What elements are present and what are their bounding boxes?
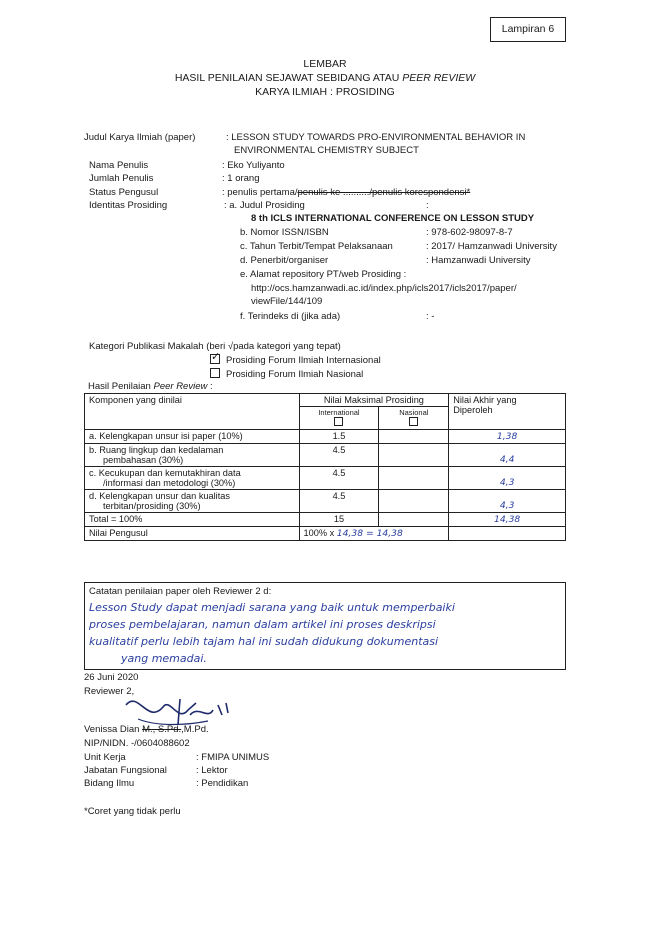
- notes-line3: kualitatif perlu lebih tajam hal ini sudah didukung dokumentasi: [89, 635, 439, 648]
- kategori-option-international[interactable]: ✓Prosiding Forum Ilmiah Internasional: [210, 354, 381, 366]
- notes-line2: proses pembelajaran, namun dalam artikel ini proses deskripsi: [89, 618, 436, 631]
- jumlah-value: : 1 orang: [222, 173, 260, 184]
- table-header-row: [85, 394, 566, 407]
- judul-value-1: : LESSON STUDY TOWARDS PRO-ENVIRONMENTAL BEHAVIOR IN: [226, 132, 526, 143]
- row-nasional: [379, 467, 449, 490]
- checkbox-empty-icon[interactable]: [210, 368, 220, 378]
- sign-date: 26 Juni 2020: [84, 672, 139, 683]
- c-label: c. Tahun Terbit/Tempat Pelaksanaan: [240, 241, 393, 252]
- jabatan-value: : Lektor: [196, 765, 228, 776]
- notes-line4: yang memadai.: [121, 652, 207, 665]
- row-maks: 1.5: [299, 430, 379, 444]
- row-akhir: 4,4: [449, 444, 566, 467]
- e-value-2: viewFile/144/109: [251, 296, 323, 307]
- row-maks: 4.5: [299, 444, 379, 467]
- d-label: d. Penerbit/organiser: [240, 255, 329, 266]
- lampiran-label: Lampiran 6: [490, 17, 566, 42]
- pengusul-label: Nilai Pengusul: [85, 527, 300, 541]
- pengusul-value: 100% x 14,38 = 14,38: [299, 527, 449, 541]
- table-row: [85, 430, 566, 444]
- e-label: e. Alamat repository PT/web Prosiding :: [240, 269, 407, 280]
- kategori-option-nasional[interactable]: Prosiding Forum Ilmiah Nasional: [210, 368, 363, 380]
- pengusul-akhir: [449, 527, 566, 541]
- footnote: *Coret yang tidak perlu: [84, 806, 181, 817]
- total-nasional: [379, 513, 449, 527]
- bidang-label: Bidang Ilmu: [84, 778, 135, 789]
- a-colon: :: [426, 200, 429, 211]
- kategori-label: Kategori Publikasi Makalah (beri √pada kategori yang tepat): [89, 341, 341, 352]
- table-row: [85, 467, 566, 490]
- table-total-row: [85, 513, 566, 527]
- judul-label: Judul Karya Ilmiah (paper): [84, 132, 196, 143]
- reviewer-notes-box: [84, 582, 566, 670]
- b-label: b. Nomor ISSN/ISBN: [240, 227, 329, 238]
- nama-label: Nama Penulis: [89, 160, 149, 171]
- hasil-label: Hasil Penilaian Peer Review :: [88, 381, 213, 392]
- b-value: : 978-602-98097-8-7: [426, 227, 513, 238]
- table-row: [85, 444, 566, 467]
- sign-name: Venissa Dian M., S.Pd.,M.Pd.: [84, 724, 209, 735]
- row-komponen: d. Kelengkapan unsur dan kualitas terbitan/prosiding (30%): [85, 490, 300, 513]
- bidang-value: : Pendidikan: [196, 778, 249, 789]
- row-nasional: [379, 430, 449, 444]
- e-value-1: http://ocs.hamzanwadi.ac.id/index.php/icls2017/icls2017/paper/: [251, 283, 517, 294]
- status-label: Status Pengusul: [89, 187, 159, 198]
- header-nilai-akhir: Nilai Akhir yang Diperoleh: [449, 394, 566, 430]
- checkbox-empty-icon: [334, 417, 343, 426]
- total-akhir: 14,38: [449, 513, 566, 527]
- row-maks: 4.5: [299, 490, 379, 513]
- a-value: 8 th ICLS INTERNATIONAL CONFERENCE ON LESSON STUDY: [251, 213, 535, 224]
- judul-value-2: ENVIRONMENTAL CHEMISTRY SUBJECT: [234, 145, 419, 156]
- identitas-label: Identitas Prosiding: [89, 200, 168, 211]
- d-value: : Hamzanwadi University: [426, 255, 531, 266]
- a-label: : a. Judul Prosiding: [224, 200, 305, 211]
- notes-label: Catatan penilaian paper oleh Reviewer 2 d:: [89, 586, 272, 597]
- checkbox-empty-icon: [409, 417, 418, 426]
- row-akhir: 1,38: [449, 430, 566, 444]
- row-akhir: 4,3: [449, 490, 566, 513]
- f-value: : -: [426, 311, 435, 322]
- notes-line1: Lesson Study dapat menjadi sarana yang baik untuk memperbaiki: [89, 601, 455, 614]
- sign-reviewer: Reviewer 2,: [84, 686, 135, 697]
- unit-label: Unit Kerja: [84, 752, 126, 763]
- status-value: : penulis pertama/penulis ke ........../penulis korespondensi*: [222, 187, 471, 198]
- f-label: f. Terindeks di (jika ada): [240, 311, 341, 322]
- header-nilai-maks: Nilai Maksimal Prosiding: [299, 394, 449, 407]
- table-row: [85, 490, 566, 513]
- total-maks: 15: [299, 513, 379, 527]
- title-line2: HASIL PENILAIAN SEJAWAT SEBIDANG ATAU PEER REVIEW: [174, 72, 476, 84]
- sign-nip: NIP/NIDN. -/0604088602: [84, 738, 190, 749]
- header-nasional: Nasional: [379, 407, 449, 430]
- header-international: International: [299, 407, 379, 430]
- row-komponen: b. Ruang lingkup dan kedalaman pembahasan (30%): [85, 444, 300, 467]
- title-line3: KARYA ILMIAH : PROSIDING: [255, 86, 395, 98]
- unit-value: : FMIPA UNIMUS: [196, 752, 270, 763]
- nama-value: : Eko Yuliyanto: [222, 160, 285, 171]
- row-komponen: c. Kecukupan dan kemutakhiran data /informasi dan metodologi (30%): [85, 467, 300, 490]
- title-line1: LEMBAR: [303, 58, 347, 70]
- jabatan-label: Jabatan Fungsional: [84, 765, 167, 776]
- row-nasional: [379, 444, 449, 467]
- row-komponen: a. Kelengkapan unsur isi paper (10%): [85, 430, 300, 444]
- row-maks: 4.5: [299, 467, 379, 490]
- c-value: : 2017/ Hamzanwadi University: [426, 241, 557, 252]
- table-pengusul-row: [85, 527, 566, 541]
- jumlah-label: Jumlah Penulis: [89, 173, 154, 184]
- checkbox-checked-icon[interactable]: [210, 354, 220, 364]
- row-akhir: 4,3: [449, 467, 566, 490]
- score-table: [84, 393, 566, 541]
- header-komponen: Komponen yang dinilai: [85, 394, 300, 430]
- total-label: Total = 100%: [85, 513, 300, 527]
- row-nasional: [379, 490, 449, 513]
